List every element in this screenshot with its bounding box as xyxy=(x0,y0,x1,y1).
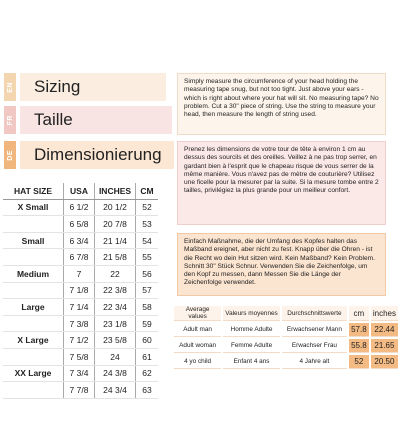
avg-de-cell: Erwachser Frau xyxy=(282,339,347,353)
avg-inches-cell: 22.44 xyxy=(371,323,398,337)
inches-cell: 20 7/8 xyxy=(95,216,136,233)
title-sizing-en: Sizing xyxy=(20,73,166,101)
size-table-row xyxy=(3,199,158,216)
lang-tag-de xyxy=(4,141,16,169)
inches-cell: 22 xyxy=(95,265,136,282)
hat-size-cell xyxy=(3,315,64,332)
avg-fr-cell: Homme Adulte xyxy=(223,323,280,337)
cm-cell: 63 xyxy=(136,382,159,399)
size-table xyxy=(3,183,158,399)
avg-fr-cell: Femme Adulte xyxy=(223,339,280,353)
usa-cell: 7 1/4 xyxy=(64,299,95,316)
avg-en-cell: Adult woman xyxy=(174,339,221,353)
avg-inches-cell: 20.50 xyxy=(371,355,398,369)
hat-size-cell: X Small xyxy=(3,199,64,216)
hat-size-cell xyxy=(3,382,64,399)
lang-code-de: DE xyxy=(6,149,14,161)
usa-cell: 6 1/2 xyxy=(64,199,95,216)
avg-cm-cell: 52 xyxy=(349,355,369,369)
average-table-row xyxy=(174,339,398,353)
size-table-row xyxy=(3,348,158,365)
cm-cell: 55 xyxy=(136,249,159,266)
avg-col-de: Durchschnittswerte xyxy=(282,306,347,321)
usa-cell: 6 7/8 xyxy=(64,249,95,266)
size-table-row xyxy=(3,382,158,399)
cm-cell: 57 xyxy=(136,282,159,299)
hat-size-cell: Small xyxy=(3,232,64,249)
lang-tag-en xyxy=(4,73,16,101)
lang-code-en: EN xyxy=(6,81,14,93)
cm-cell: 59 xyxy=(136,315,159,332)
avg-col-inches: inches xyxy=(371,306,398,321)
usa-cell: 7 5/8 xyxy=(64,348,95,365)
usa-cell: 7 7/8 xyxy=(64,382,95,399)
size-table-row xyxy=(3,216,158,233)
cm-cell: 52 xyxy=(136,199,159,216)
usa-cell: 7 3/4 xyxy=(64,365,95,382)
hat-size-cell xyxy=(3,216,64,233)
inches-cell: 22 3/4 xyxy=(95,299,136,316)
lang-code-fr: FR xyxy=(6,114,14,126)
hat-size-cell: XX Large xyxy=(3,365,64,382)
col-usa: USA xyxy=(64,183,95,199)
avg-cm-cell: 57.8 xyxy=(349,323,369,337)
instructions-fr: Prenez les dimensions de votre tour de tête à environ 1 cm au dessus des sourcils et des oreilles. Veillez à ne pas trop serrer, en gardant bien à l'esprit que le chapeau risque de vous serrer de la même manière. Vous n'avez pas de mètre de couturière? Utilisez une ficelle pour la mesurer par la suite. Si la mesure tombe entre 2 tailles, privilégiez la plus grande pour un meilleur confort. xyxy=(177,141,386,225)
col-inches: INCHES xyxy=(95,183,136,199)
hat-size-cell xyxy=(3,282,64,299)
usa-cell: 7 xyxy=(64,265,95,282)
col-hat-size: HAT SIZE xyxy=(3,183,64,199)
avg-inches-cell: 21.65 xyxy=(371,339,398,353)
usa-cell: 6 3/4 xyxy=(64,232,95,249)
usa-cell: 7 1/2 xyxy=(64,332,95,349)
inches-cell: 20 1/2 xyxy=(95,199,136,216)
average-table-header xyxy=(174,306,398,321)
size-table-row xyxy=(3,315,158,332)
cm-cell: 53 xyxy=(136,216,159,233)
cm-cell: 62 xyxy=(136,365,159,382)
hat-size-cell: Medium xyxy=(3,265,64,282)
hat-size-cell xyxy=(3,348,64,365)
inches-cell: 23 1/8 xyxy=(95,315,136,332)
inches-cell: 24 xyxy=(95,348,136,365)
size-table-row xyxy=(3,232,158,249)
size-table-row xyxy=(3,265,158,282)
cm-cell: 61 xyxy=(136,348,159,365)
instructions-de: Einfach Maßnahme, die der Umfang des Kopfes halten das Maßband ereignet, aber nicht zu fest. Knapp über die Ohren - ist die Recht wo dein Hut sitzen wird. Kein Maßband? Kein Problem. Schnitt 30" Stück Schnur. Verwenden Sie die Zeichenfolge, um den Kopf zu messen, dann Messen Sie die Länge der Zeichenfolge verwendet. xyxy=(177,233,386,296)
avg-de-cell: 4 Jahre alt xyxy=(282,355,347,369)
hat-size-cell xyxy=(3,249,64,266)
avg-de-cell: Erwachsener Mann xyxy=(282,323,347,337)
size-table-row xyxy=(3,282,158,299)
size-table-header xyxy=(3,183,158,199)
title-sizing-fr: Taille xyxy=(20,106,172,134)
cm-cell: 60 xyxy=(136,332,159,349)
inches-cell: 23 5/8 xyxy=(95,332,136,349)
usa-cell: 6 5/8 xyxy=(64,216,95,233)
col-cm: CM xyxy=(136,183,159,199)
average-values-table xyxy=(172,304,400,371)
inches-cell: 21 5/8 xyxy=(95,249,136,266)
average-table-row xyxy=(174,323,398,337)
avg-cm-cell: 55.8 xyxy=(349,339,369,353)
inches-cell: 21 1/4 xyxy=(95,232,136,249)
avg-en-cell: Adult man xyxy=(174,323,221,337)
size-table-row xyxy=(3,332,158,349)
cm-cell: 58 xyxy=(136,299,159,316)
avg-col-en: Average values xyxy=(174,306,221,321)
hat-size-cell: Large xyxy=(3,299,64,316)
avg-fr-cell: Enfant 4 ans xyxy=(223,355,280,369)
hat-size-cell: X Large xyxy=(3,332,64,349)
usa-cell: 7 1/8 xyxy=(64,282,95,299)
title-sizing-de: Dimensionierung xyxy=(20,141,174,169)
inches-cell: 24 3/4 xyxy=(95,382,136,399)
size-table-row xyxy=(3,365,158,382)
average-table-row xyxy=(174,355,398,369)
instructions-en: Simply measure the circumference of your head holding the measuring tape snug, but not too tight. Just above your ears - which is right about where your hat will sit. No measuring tape? No problem. Cut a 30" piece of string. Use the string to measure your head, then measure the length of string used. xyxy=(177,73,386,135)
inches-cell: 22 3/8 xyxy=(95,282,136,299)
lang-tag-fr xyxy=(4,106,16,134)
cm-cell: 56 xyxy=(136,265,159,282)
avg-col-fr: Valeurs moyennes xyxy=(223,306,280,321)
avg-en-cell: 4 yo child xyxy=(174,355,221,369)
size-table-row xyxy=(3,299,158,316)
cm-cell: 54 xyxy=(136,232,159,249)
size-table-row xyxy=(3,249,158,266)
avg-col-cm: cm xyxy=(349,306,369,321)
inches-cell: 24 3/8 xyxy=(95,365,136,382)
usa-cell: 7 3/8 xyxy=(64,315,95,332)
